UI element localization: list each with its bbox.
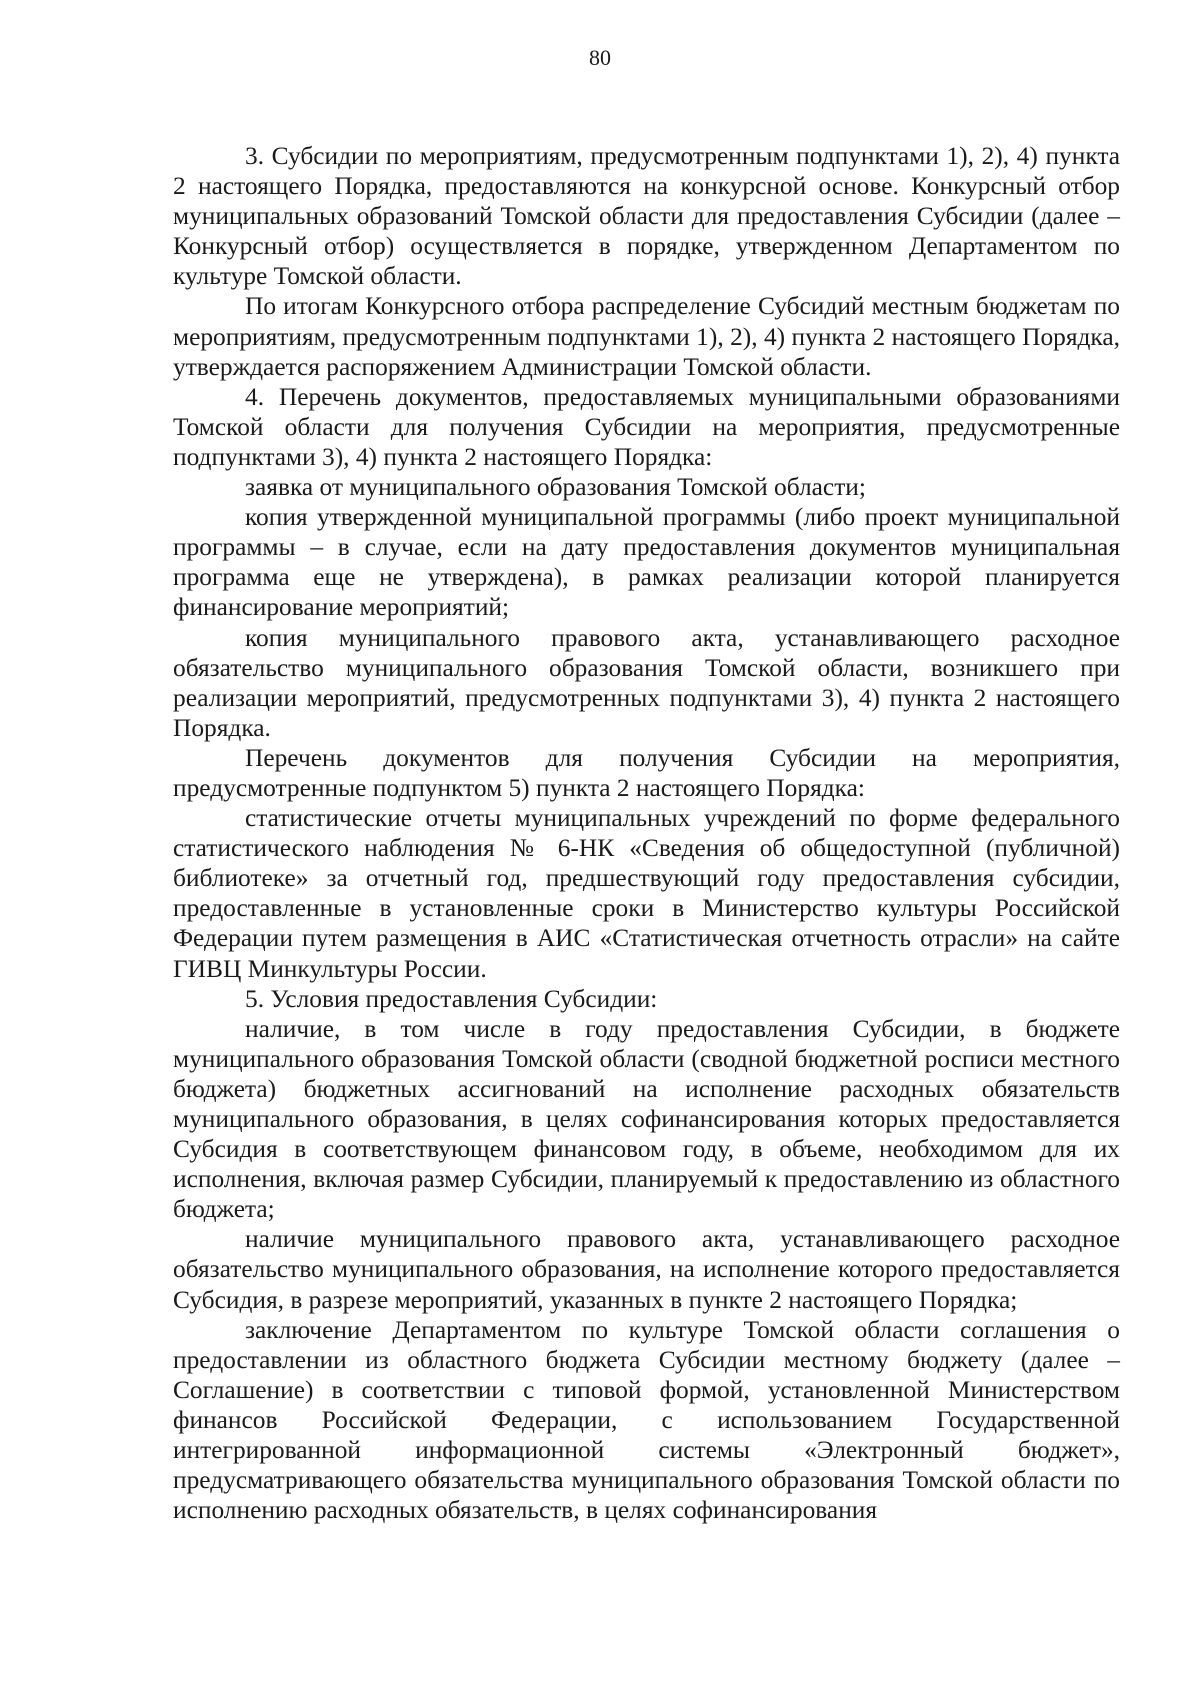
- paragraph-competition-results: По итогам Конкурсного отбора распределение Субсидий местным бюджетам по мероприятиям, предусмотренным подпунктами 1), 2), 4) пункта 2 настоящего Порядка, утверждается распоряжением Администрации Томской области.: [173, 292, 1120, 381]
- list-item-agreement: заключение Департаментом по культуре Томской области соглашения о предоставлении из областного бюджета Субсидии местному бюджету (далее – Соглашение) в соответствии с типовой формой, установленной Министерством финансов Российской Федерации, с использованием Государственной интегрированной информационной системы «Электронный бюджет», предусматривающего обязательства муниципального образования Томской области по исполнению расходных обязательств, в целях софинансирования: [173, 1315, 1120, 1525]
- list-item-program-copy: копия утвержденной муниципальной программы (либо проект муниципальной программы – в случае, если на дату предоставления документов муниципальная программа еще не утверждена), в рамках реализации которой планируется финансирование мероприятий;: [173, 503, 1120, 622]
- document-body: [173, 141, 1120, 1525]
- paragraph-4-documents-list: 4. Перечень документов, предоставляемых муниципальными образованиями Томской области для получения Субсидии на мероприятия, предусмотренные подпунктами 3), 4) пункта 2 настоящего Порядка:: [173, 382, 1120, 471]
- paragraph-documents-subpoint-5: Перечень документов для получения Субсидии на мероприятия, предусмотренные подпунктом 5) пункта 2 настоящего Порядка:: [173, 743, 1120, 802]
- page-number: 80: [589, 45, 611, 70]
- list-item-budget-allocations: наличие, в том числе в году предоставления Субсидии, в бюджете муниципального образования Томской области (сводной бюджетной росписи местного бюджета) бюджетных ассигнований на исполнение расходных обязательств муниципального образования, в целях софинансирования которых предоставляется Субсидия в соответствующем финансовом году, в объеме, необходимом для их исполнения, включая размер Субсидии, планируемый к предоставлению из областного бюджета;: [173, 1014, 1120, 1224]
- list-item-application: заявка от муниципального образования Томской области;: [245, 473, 866, 502]
- list-item-legal-act-copy: копия муниципального правового акта, устанавливающего расходное обязательство муниципального образования Томской области, возникшего при реализации мероприятий, предусмотренных подпунктами 3), 4) пункта 2 настоящего Порядка.: [173, 623, 1120, 742]
- list-item-statistical-reports: статистические отчеты муниципальных учреждений по форме федерального статистического наблюдения № 6-НК «Сведения об общедоступной (публичной) библиотеке» за отчетный год, предшествующий году предоставления субсидии, предоставленные в установленные сроки в Министерство культуры Российской Федерации путем размещения в АИС «Статистическая отчетность отрасли» на сайте ГИВЦ Минкультуры России.: [173, 804, 1120, 983]
- paragraph-3-subsidies-competitive: 3. Субсидии по мероприятиям, предусмотренным подпунктами 1), 2), 4) пункта 2 настоящего Порядка, предоставляются на конкурсной основе. Конкурсный отбор муниципальных образований Томской области для предоставления Субсидии (далее – Конкурсный отбор) осуществляется в порядке, утвержденном Департаментом по культуре Томской области.: [173, 142, 1120, 291]
- list-item-municipal-legal-act: наличие муниципального правового акта, устанавливающего расходное обязательство муниципального образования, на исполнение которого предоставляется Субсидия, в разрезе мероприятий, указанных в пункте 2 настоящего Порядка;: [173, 1225, 1120, 1314]
- paragraph-5-conditions: 5. Условия предоставления Субсидии:: [245, 984, 658, 1013]
